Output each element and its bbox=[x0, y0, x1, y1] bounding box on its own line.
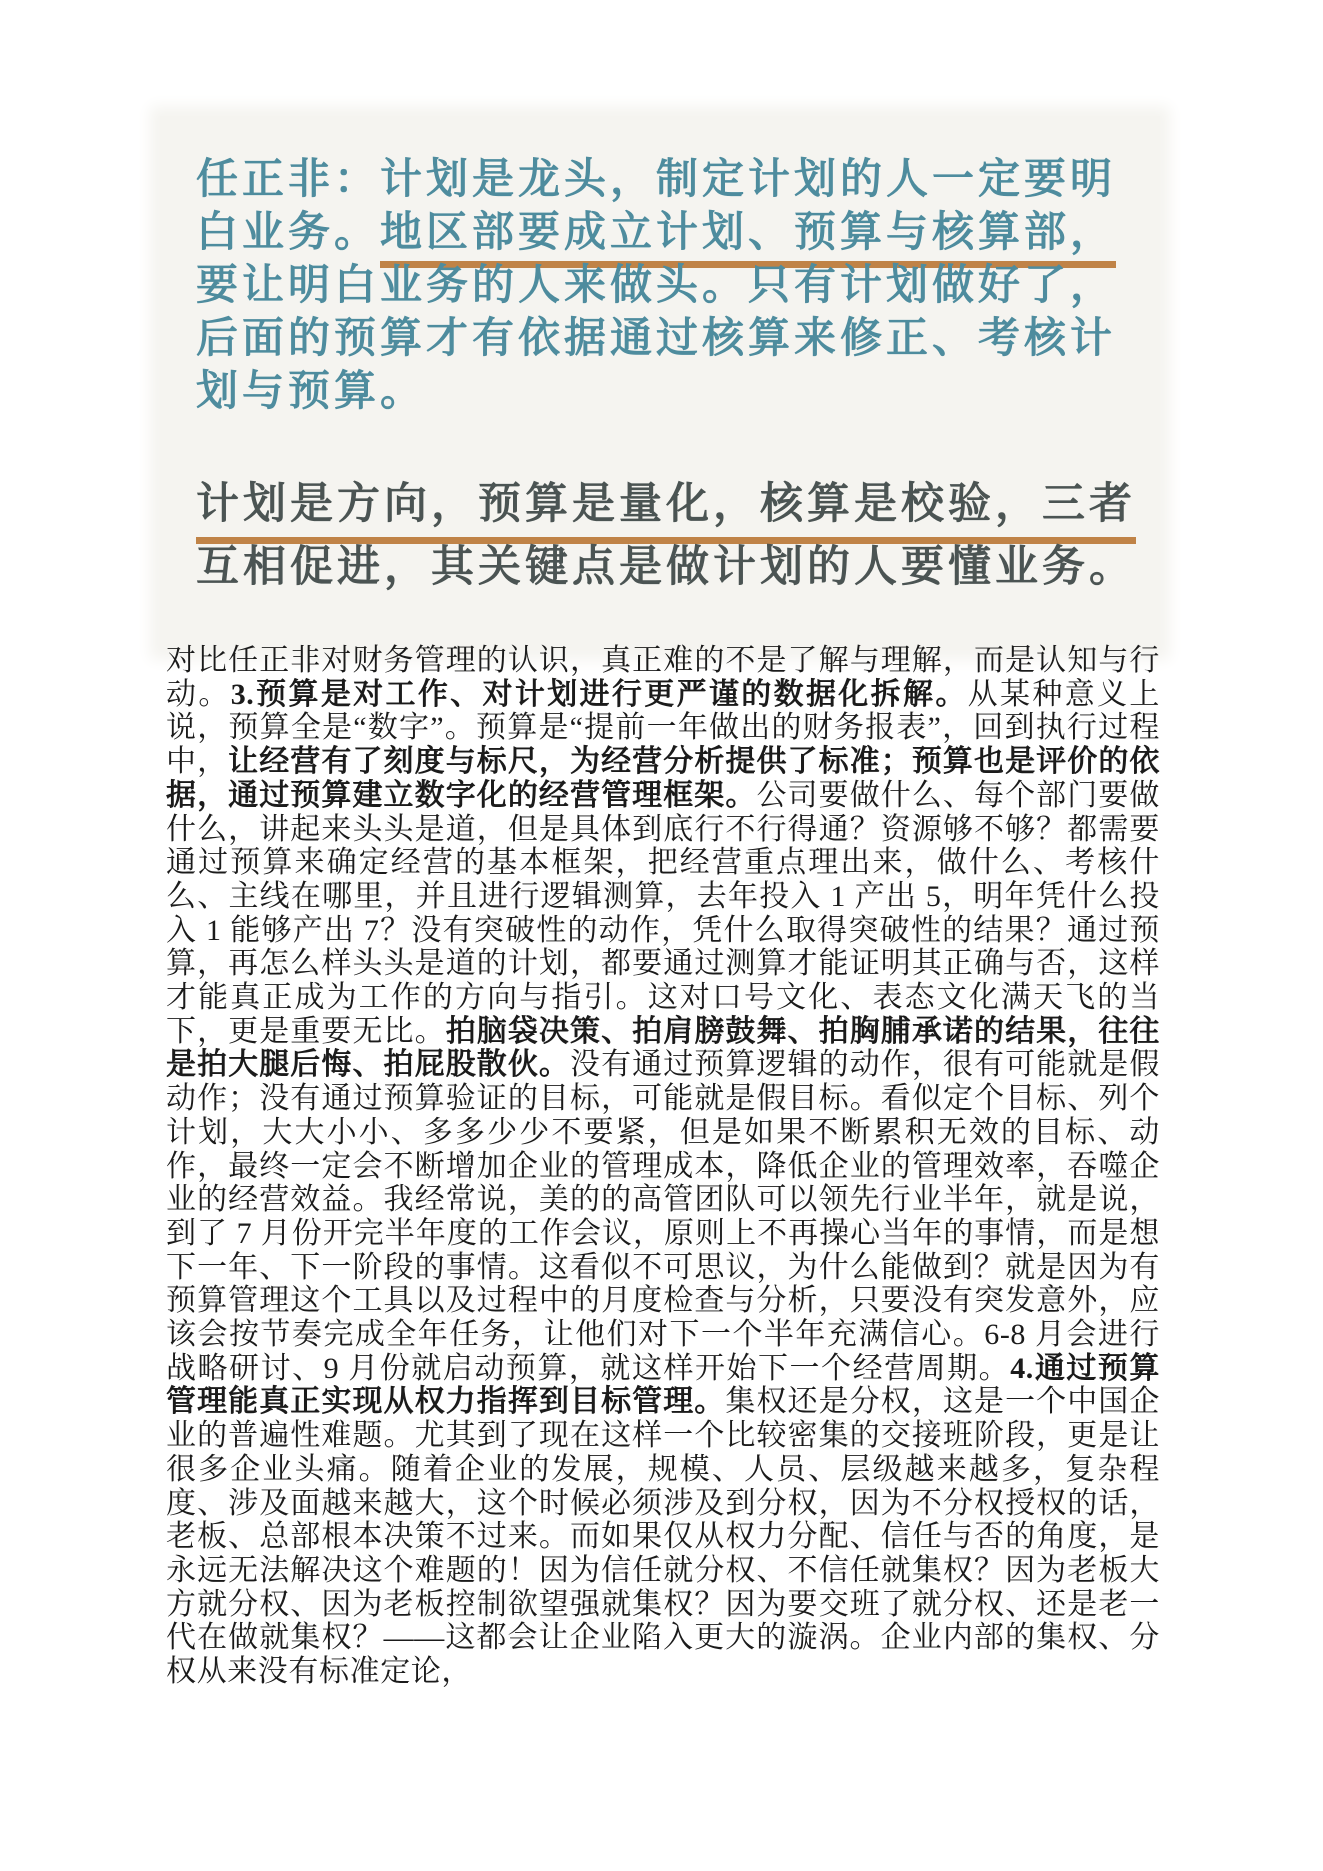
quote-paragraph-2 bbox=[160, 473, 1160, 599]
article-segment-bold: 拍脑袋决策、拍肩膀鼓舞、拍胸脯承诺的结果，往往是拍大腿后悔、拍屁股散伙。 bbox=[166, 1014, 1160, 1082]
quote-text: 白业务。 bbox=[196, 208, 381, 255]
article-segment: 集权还是分权，这是一个中国企业的普遍性难题。尤其到了现在这样一个比较密集的交接班阶段，更是让很多企业头痛。随着企业的发展，规模、人员、层级越来越多，复杂程度、涉及面越来越大，这个时候必须涉及到分权，因为不分权授权的话，老板、总部根本决策不过来。而如果仅从权力分配、信任与否的角度，是永远无法解决这个难题的！因为信任就分权、不信任就集权？因为老板大方就分权、因为老板控制欲望强就集权？因为要交班了就分权、还是老一代在做就集权？——这都会让企业陷入更大的漩涡。企业内部的集权、分权从来没有标准定论， bbox=[166, 1385, 1160, 1689]
article-segment-bold: 4.通过预算管理能真正实现从权力指挥到目标管理。 bbox=[166, 1351, 1160, 1419]
article-segment: 从某种意义上说，预算全是“数字”。预算是“提前一年做出的财务报表”，回到执行过程中， bbox=[166, 677, 1160, 779]
quote-line bbox=[196, 205, 1160, 258]
article-body bbox=[166, 644, 1160, 1689]
quote-line bbox=[196, 473, 1160, 536]
quote-text-underlined: 计划是方向，预算是量化，核算是校验，三者 bbox=[196, 480, 1136, 544]
quote-paragraph-1 bbox=[160, 152, 1160, 417]
article-segment: 没有通过预算逻辑的动作，很有可能就是假动作；没有通过预算验证的目标，可能就是假目标。看似定个目标、列个计划，大大小小、多多少少不要紧，但是如果不断累积无效的目标、动作，最终一定会不断增加企业的管理成本，降低企业的管理效率，吞噬企业的经营效益。我经常说，美的的高管团队可以领先行业半年，就是说，到了 7 月份开完半年度的工作会议，原则上不再操心当年的事情，而是想下一年、下一阶段的事情。这看似不可思议，为什么能做到？就是因为有预算管理这个工具以及过程中的月度检查与分析，只要没有突发意外，应该会按节奏完成全年任务，让他们对下一个半年充满信心。6-8 月会进行战略研讨、9 月份就启动预算，就这样开始下一个经营周期。 bbox=[166, 1048, 1160, 1385]
quote-text: 互相促进，其关键点是做计划的人要懂业务。 bbox=[196, 543, 1136, 591]
quote-text: 任正非：计划是龙头，制定计划的人一定要明 bbox=[196, 155, 1117, 202]
quote-text: 要让明白业务的人来做头。只有计划做好了， bbox=[196, 261, 1117, 308]
article-segment-bold: 3.预算是对工作、对计划进行更严谨的数据化拆解。 bbox=[230, 677, 968, 711]
quote-text: 后面的预算才有依据通过核算来修正、考核计 bbox=[196, 314, 1117, 361]
quote-text: 划与预算。 bbox=[196, 367, 427, 414]
quote-image bbox=[160, 116, 1160, 650]
quote-text-underlined: 地区部要成立计划、预算与核算部， bbox=[380, 208, 1116, 268]
article-segment: 公司要做什么、每个部门要做什么，讲起来头头是道，但是具体到底行不行得通？资源够不够？都需要通过预算来确定经营的基本框架，把经营重点理出来，做什么、考核什么、主线在哪里，并且进行逻辑测算，去年投入 1 产出 5，明年凭什么投入 1 能够产出 7？没有突破性的动作，凭什么取得突破性的结果？通过预算，再怎么样头头是道的计划，都要通过测算才能证明其正确与否，这样才能真正成为工作的方向与指引。这对口号文化、表态文化满天飞的当下，更是重要无比。 bbox=[166, 778, 1160, 1048]
quote-line bbox=[196, 364, 1160, 417]
quote-line bbox=[196, 311, 1160, 364]
article-segment: 对比任正非对财务管理的认识，真正难的不是了解与理解，而是认知与行动。 bbox=[166, 644, 1160, 711]
quote-line bbox=[196, 258, 1160, 311]
quote-line bbox=[196, 536, 1160, 599]
quote-line bbox=[196, 152, 1160, 205]
article-segment-bold: 让经营有了刻度与标尺，为经营分析提供了标准；预算也是评价的依据，通过预算建立数字化的经营管理框架。 bbox=[166, 745, 1160, 812]
